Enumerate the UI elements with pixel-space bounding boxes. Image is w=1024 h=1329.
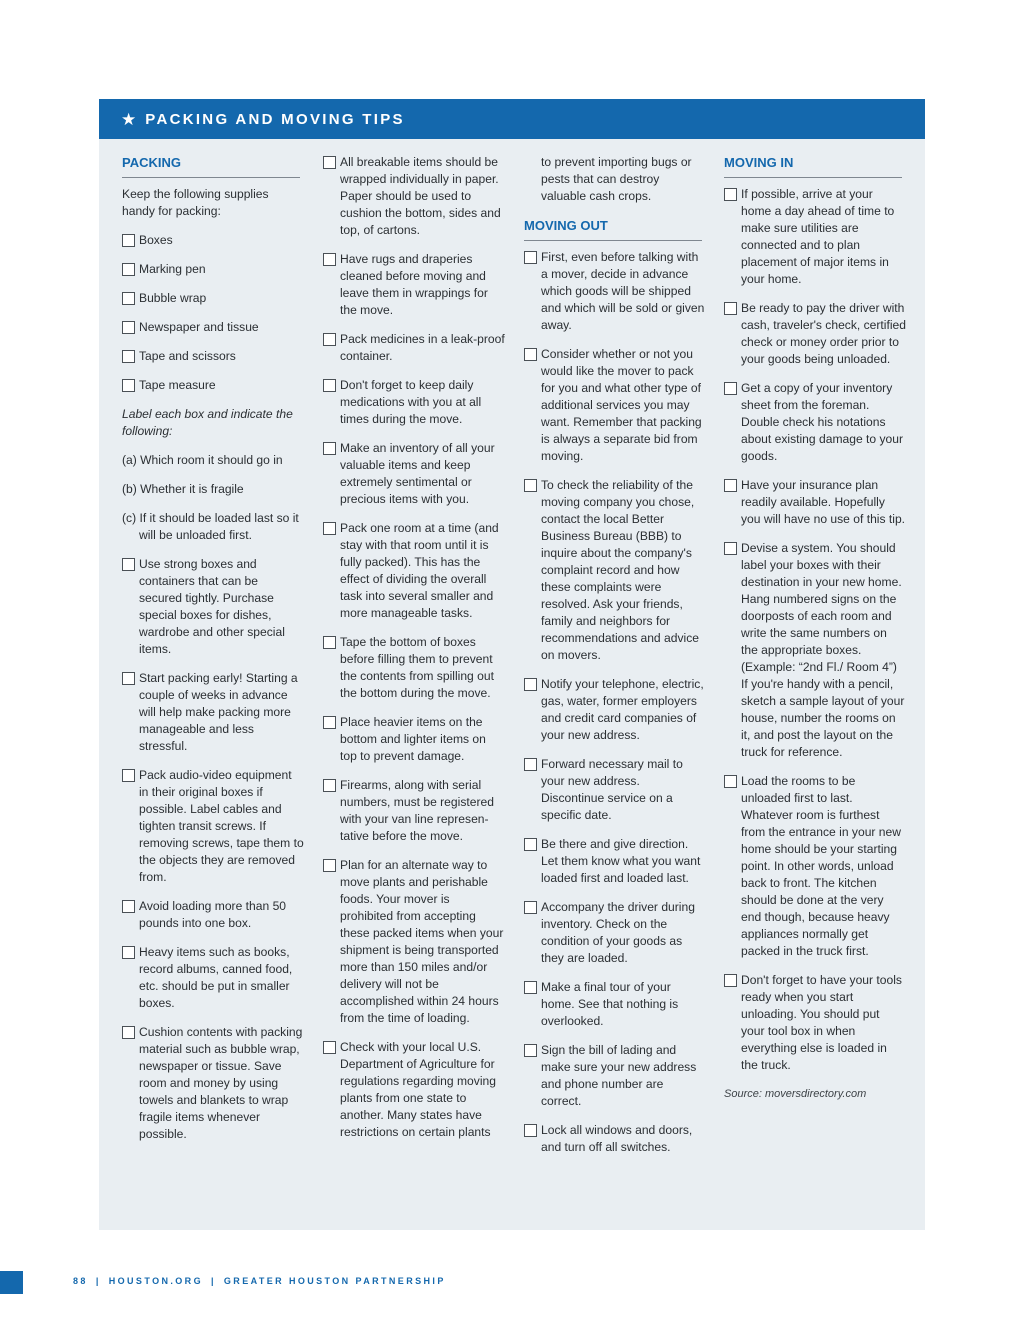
checkbox[interactable]: [122, 769, 135, 782]
item-text: Accompany the driver during inventory. Check on the condition of your goods as they are loaded.: [541, 900, 695, 965]
checkbox[interactable]: [323, 779, 336, 792]
item-text: Forward necessary mail to your new address. Discontinue service on a specific date.: [541, 757, 683, 822]
item-text: Sign the bill of lading and make sure your new address and phone number are correct.: [541, 1043, 697, 1108]
checklist-item[interactable]: [524, 756, 706, 824]
item-text: Check with your local U.S. Department of Agriculture for regulations regarding moving plants from one state to another. Many states have restrictions on certain plants: [340, 1040, 496, 1139]
checkbox[interactable]: [323, 333, 336, 346]
checklist-item[interactable]: [524, 346, 706, 465]
checklist-item[interactable]: [524, 899, 706, 967]
item-text: Start packing early! Starting a couple of weeks in advance will help make packing more manageable and less stressful.: [139, 671, 298, 753]
checklist-item[interactable]: [323, 1039, 505, 1141]
checklist-item[interactable]: [323, 857, 505, 1027]
checkbox[interactable]: [323, 442, 336, 455]
checklist-item[interactable]: [323, 520, 505, 622]
checklist-item[interactable]: [524, 477, 706, 664]
item-text: To check the reliability of the moving company you chose, contact the local Better Business Bureau (BBB) to inquire about the company's complaint record and how these complaints were resolved. Ask your friends, family and neighbors for recommendations and advice on movers.: [541, 478, 699, 662]
checklist-item[interactable]: [524, 676, 706, 744]
checkbox[interactable]: [524, 348, 537, 361]
item-text: Boxes: [139, 233, 173, 247]
item-text: Heavy items such as books, record albums, canned food, etc. should be put in smaller boxes.: [139, 945, 293, 1010]
item-text: Cushion contents with packing material such as bubble wrap, newspaper or tissue. Save room and money by using towels and blankets to wrap fragile items whenever possible.: [139, 1025, 303, 1141]
column-moving-out: [524, 154, 706, 1168]
checklist-item[interactable]: [724, 540, 906, 761]
checkbox[interactable]: [724, 974, 737, 987]
supply-item-tape-measure[interactable]: [122, 377, 304, 394]
item-text: Firearms, along with serial numbers, must be registered with your van line represen-tative before the move.: [340, 778, 494, 843]
banner: [99, 99, 925, 139]
column-packing: [122, 154, 304, 1155]
checkbox[interactable]: [122, 292, 135, 305]
checklist-item[interactable]: [122, 767, 304, 886]
supply-item-newspaper[interactable]: [122, 319, 304, 336]
item-text: First, even before talking with a mover, decide in advance which goods will be shipped and which will be sold or given away.: [541, 250, 705, 332]
checkbox[interactable]: [122, 1026, 135, 1039]
item-text: Pack one room at a time (and stay with that room until it is fully packed). This has the effect of dividing the overall task into several smaller and more manageable tasks.: [340, 521, 499, 620]
checklist-item[interactable]: [122, 944, 304, 1012]
banner-title: PACKING AND MOVING TIPS: [145, 110, 405, 128]
checkbox[interactable]: [323, 379, 336, 392]
checkbox[interactable]: [122, 900, 135, 913]
page-tab-marker: [0, 1271, 23, 1294]
item-text: Tape and scissors: [139, 349, 236, 363]
checklist-item[interactable]: [524, 836, 706, 887]
star-icon: ★: [121, 109, 137, 129]
footer: [73, 1276, 446, 1286]
checkbox[interactable]: [323, 716, 336, 729]
checklist-item[interactable]: [323, 154, 505, 239]
checkbox[interactable]: [724, 302, 737, 315]
item-text: Newspaper and tissue: [139, 320, 259, 334]
checkbox[interactable]: [323, 522, 336, 535]
checkbox[interactable]: [524, 901, 537, 914]
moving-in-heading: MOVING IN: [724, 154, 902, 178]
item-text: Pack medicines in a leak-proof container.: [340, 332, 505, 363]
checkbox[interactable]: [524, 251, 537, 264]
item-text: All breakable items should be wrapped individually in paper. Paper should be used to cushion the bottom, sides and top, of cartons.: [340, 155, 501, 237]
supply-item-bubble-wrap[interactable]: [122, 290, 304, 307]
checkbox[interactable]: [323, 1041, 336, 1054]
checkbox[interactable]: [323, 636, 336, 649]
item-text: Tape the bottom of boxes before filling them to prevent the contents from spilling out the bottom during the move.: [340, 635, 494, 700]
continued-text: to prevent importing bugs or pests that can destroy valuable cash crops.: [541, 155, 692, 203]
checklist-item[interactable]: [724, 477, 906, 528]
item-text: Don't forget to keep daily medications with you at all times during the move.: [340, 378, 482, 426]
checkbox[interactable]: [122, 379, 135, 392]
checkbox[interactable]: [524, 758, 537, 771]
checklist-item[interactable]: [323, 714, 505, 765]
checkbox[interactable]: [524, 1124, 537, 1137]
item-text: Use strong boxes and containers that can be secured tightly. Purchase special boxes for dishes, wardrobe and other special items.: [139, 557, 285, 656]
item-text: Lock all windows and doors, and turn off all switches.: [541, 1123, 693, 1154]
checkbox[interactable]: [724, 188, 737, 201]
checklist-item[interactable]: [323, 634, 505, 702]
checkbox[interactable]: [323, 253, 336, 266]
supply-item-marking-pen[interactable]: [122, 261, 304, 278]
checkbox[interactable]: [724, 479, 737, 492]
checkbox[interactable]: [122, 558, 135, 571]
column-moving-in: [724, 154, 906, 1103]
checkbox[interactable]: [122, 234, 135, 247]
label-item: (a) Which room it should go in: [122, 453, 283, 467]
checklist-item[interactable]: [524, 1042, 706, 1110]
item-text: Be ready to pay the driver with cash, traveler's check, certified check or money order prior to your goods being unloaded.: [741, 301, 906, 366]
supply-item-tape-scissors[interactable]: [122, 348, 304, 365]
checklist-item[interactable]: [724, 773, 906, 960]
checklist-item[interactable]: [323, 331, 505, 365]
checkbox[interactable]: [724, 382, 737, 395]
column-packing-continued: [323, 154, 505, 1153]
item-text: Place heavier items on the bottom and lighter items on top to prevent damage.: [340, 715, 486, 763]
checklist-item[interactable]: [524, 249, 706, 334]
supply-item-boxes[interactable]: [122, 232, 304, 249]
item-text: Get a copy of your inventory sheet from the foreman. Double check his notations about existing damage to your goods.: [741, 381, 904, 463]
label-intro: Label each box and indicate the following:: [122, 407, 293, 438]
item-text: Marking pen: [139, 262, 206, 276]
checklist-item[interactable]: [323, 251, 505, 319]
footer-separator: |: [95, 1276, 101, 1286]
footer-org: GREATER HOUSTON PARTNERSHIP: [223, 1276, 446, 1286]
item-text: Plan for an alternate way to move plants and perishable foods. Your mover is prohibited from accepting these packed items when your shipment is being transported more than 150 miles and/or delivery will not be accomplished within 24 hours from the time of loading.: [340, 858, 504, 1025]
moving-out-heading: MOVING OUT: [524, 217, 702, 241]
packing-heading: PACKING: [122, 154, 300, 178]
item-text: Devise a system. You should label your boxes with their destination in your new home. Hang numbered signs on the doorposts of each room and write the same numbers on the appropriate boxes. (Example: “2nd Fl./ Room 4”) If you're handy with a pencil, sketch a sample layout of your house, number the rooms on it, and post the layout on the truck for reference.: [741, 541, 905, 759]
checklist-item[interactable]: [122, 1024, 304, 1143]
checklist-item[interactable]: [323, 377, 505, 428]
checkbox[interactable]: [323, 156, 336, 169]
item-text: Bubble wrap: [139, 291, 207, 305]
page-number: 88: [73, 1276, 88, 1286]
item-text: Load the rooms to be unloaded first to last. Whatever room is furthest from the entrance in your new home should be your starting point. In other words, unload back to front. The kitchen should be done at the very end though, because heavy appliances normally get packed in the truck first.: [741, 774, 901, 958]
footer-site[interactable]: HOUSTON.ORG: [108, 1276, 203, 1286]
checkbox[interactable]: [323, 859, 336, 872]
source-credit: Source: moversdirectory.com: [724, 1088, 867, 1100]
item-text: Pack audio-video equipment in their original boxes if possible. Label cables and tighten transit screws. If removing screws, tape them to the objects they are removed from.: [139, 768, 304, 884]
checklist-item[interactable]: [323, 777, 505, 845]
item-text: Have your insurance plan readily available. Hopefully you will have no use of this tip.: [741, 478, 906, 526]
checkbox[interactable]: [122, 321, 135, 334]
label-item: (b) Whether it is fragile: [122, 482, 244, 496]
checkbox[interactable]: [724, 775, 737, 788]
item-text: Notify your telephone, electric, gas, water, former employers and credit card companies of your new address.: [541, 677, 704, 742]
item-text: Have rugs and draperies cleaned before moving and leave them in wrappings for the move.: [340, 252, 488, 317]
checklist-item[interactable]: [524, 1122, 706, 1156]
item-text: Make an inventory of all your valuable items and keep extremely sentimental or precious items with you.: [340, 441, 495, 506]
item-text: Tape measure: [139, 378, 216, 392]
item-text: Be there and give direction. Let them know what you want loaded first and loaded last.: [541, 837, 701, 885]
label-item: (c) If it should be loaded last so it will be unloaded first.: [122, 511, 299, 542]
item-text: If possible, arrive at your home a day ahead of time to make sure utilities are connected and to plan placement of major items in your home.: [741, 187, 895, 286]
checkbox[interactable]: [122, 263, 135, 276]
item-text: Make a final tour of your home. See that nothing is overlooked.: [541, 980, 679, 1028]
item-text: Don't forget to have your tools ready when you start unloading. You should put your tool box in when everything else is loaded in the truck.: [741, 973, 902, 1072]
checkbox[interactable]: [524, 479, 537, 492]
item-text: Consider whether or not you would like the mover to pack for you and what other type of additional services you may want. Remember that packing is always a separate bid from moving.: [541, 347, 702, 463]
checklist-item[interactable]: [724, 300, 906, 368]
checklist-item[interactable]: [724, 186, 906, 288]
checkbox[interactable]: [524, 678, 537, 691]
footer-separator: |: [210, 1276, 216, 1286]
checkbox[interactable]: [524, 981, 537, 994]
checkbox[interactable]: [524, 1044, 537, 1057]
checklist-item[interactable]: [122, 898, 304, 932]
checklist-item[interactable]: [724, 972, 906, 1074]
checklist-item[interactable]: [122, 556, 304, 658]
packing-intro: Keep the following supplies handy for packing:: [122, 187, 269, 218]
item-text: Avoid loading more than 50 pounds into one box.: [139, 899, 287, 930]
checklist-item[interactable]: [122, 670, 304, 755]
checklist-item[interactable]: [524, 979, 706, 1030]
checkbox[interactable]: [524, 838, 537, 851]
checklist-item[interactable]: [724, 380, 906, 465]
checkbox[interactable]: [122, 672, 135, 685]
checkbox[interactable]: [122, 946, 135, 959]
checkbox[interactable]: [724, 542, 737, 555]
checklist-item[interactable]: [323, 440, 505, 508]
checkbox[interactable]: [122, 350, 135, 363]
